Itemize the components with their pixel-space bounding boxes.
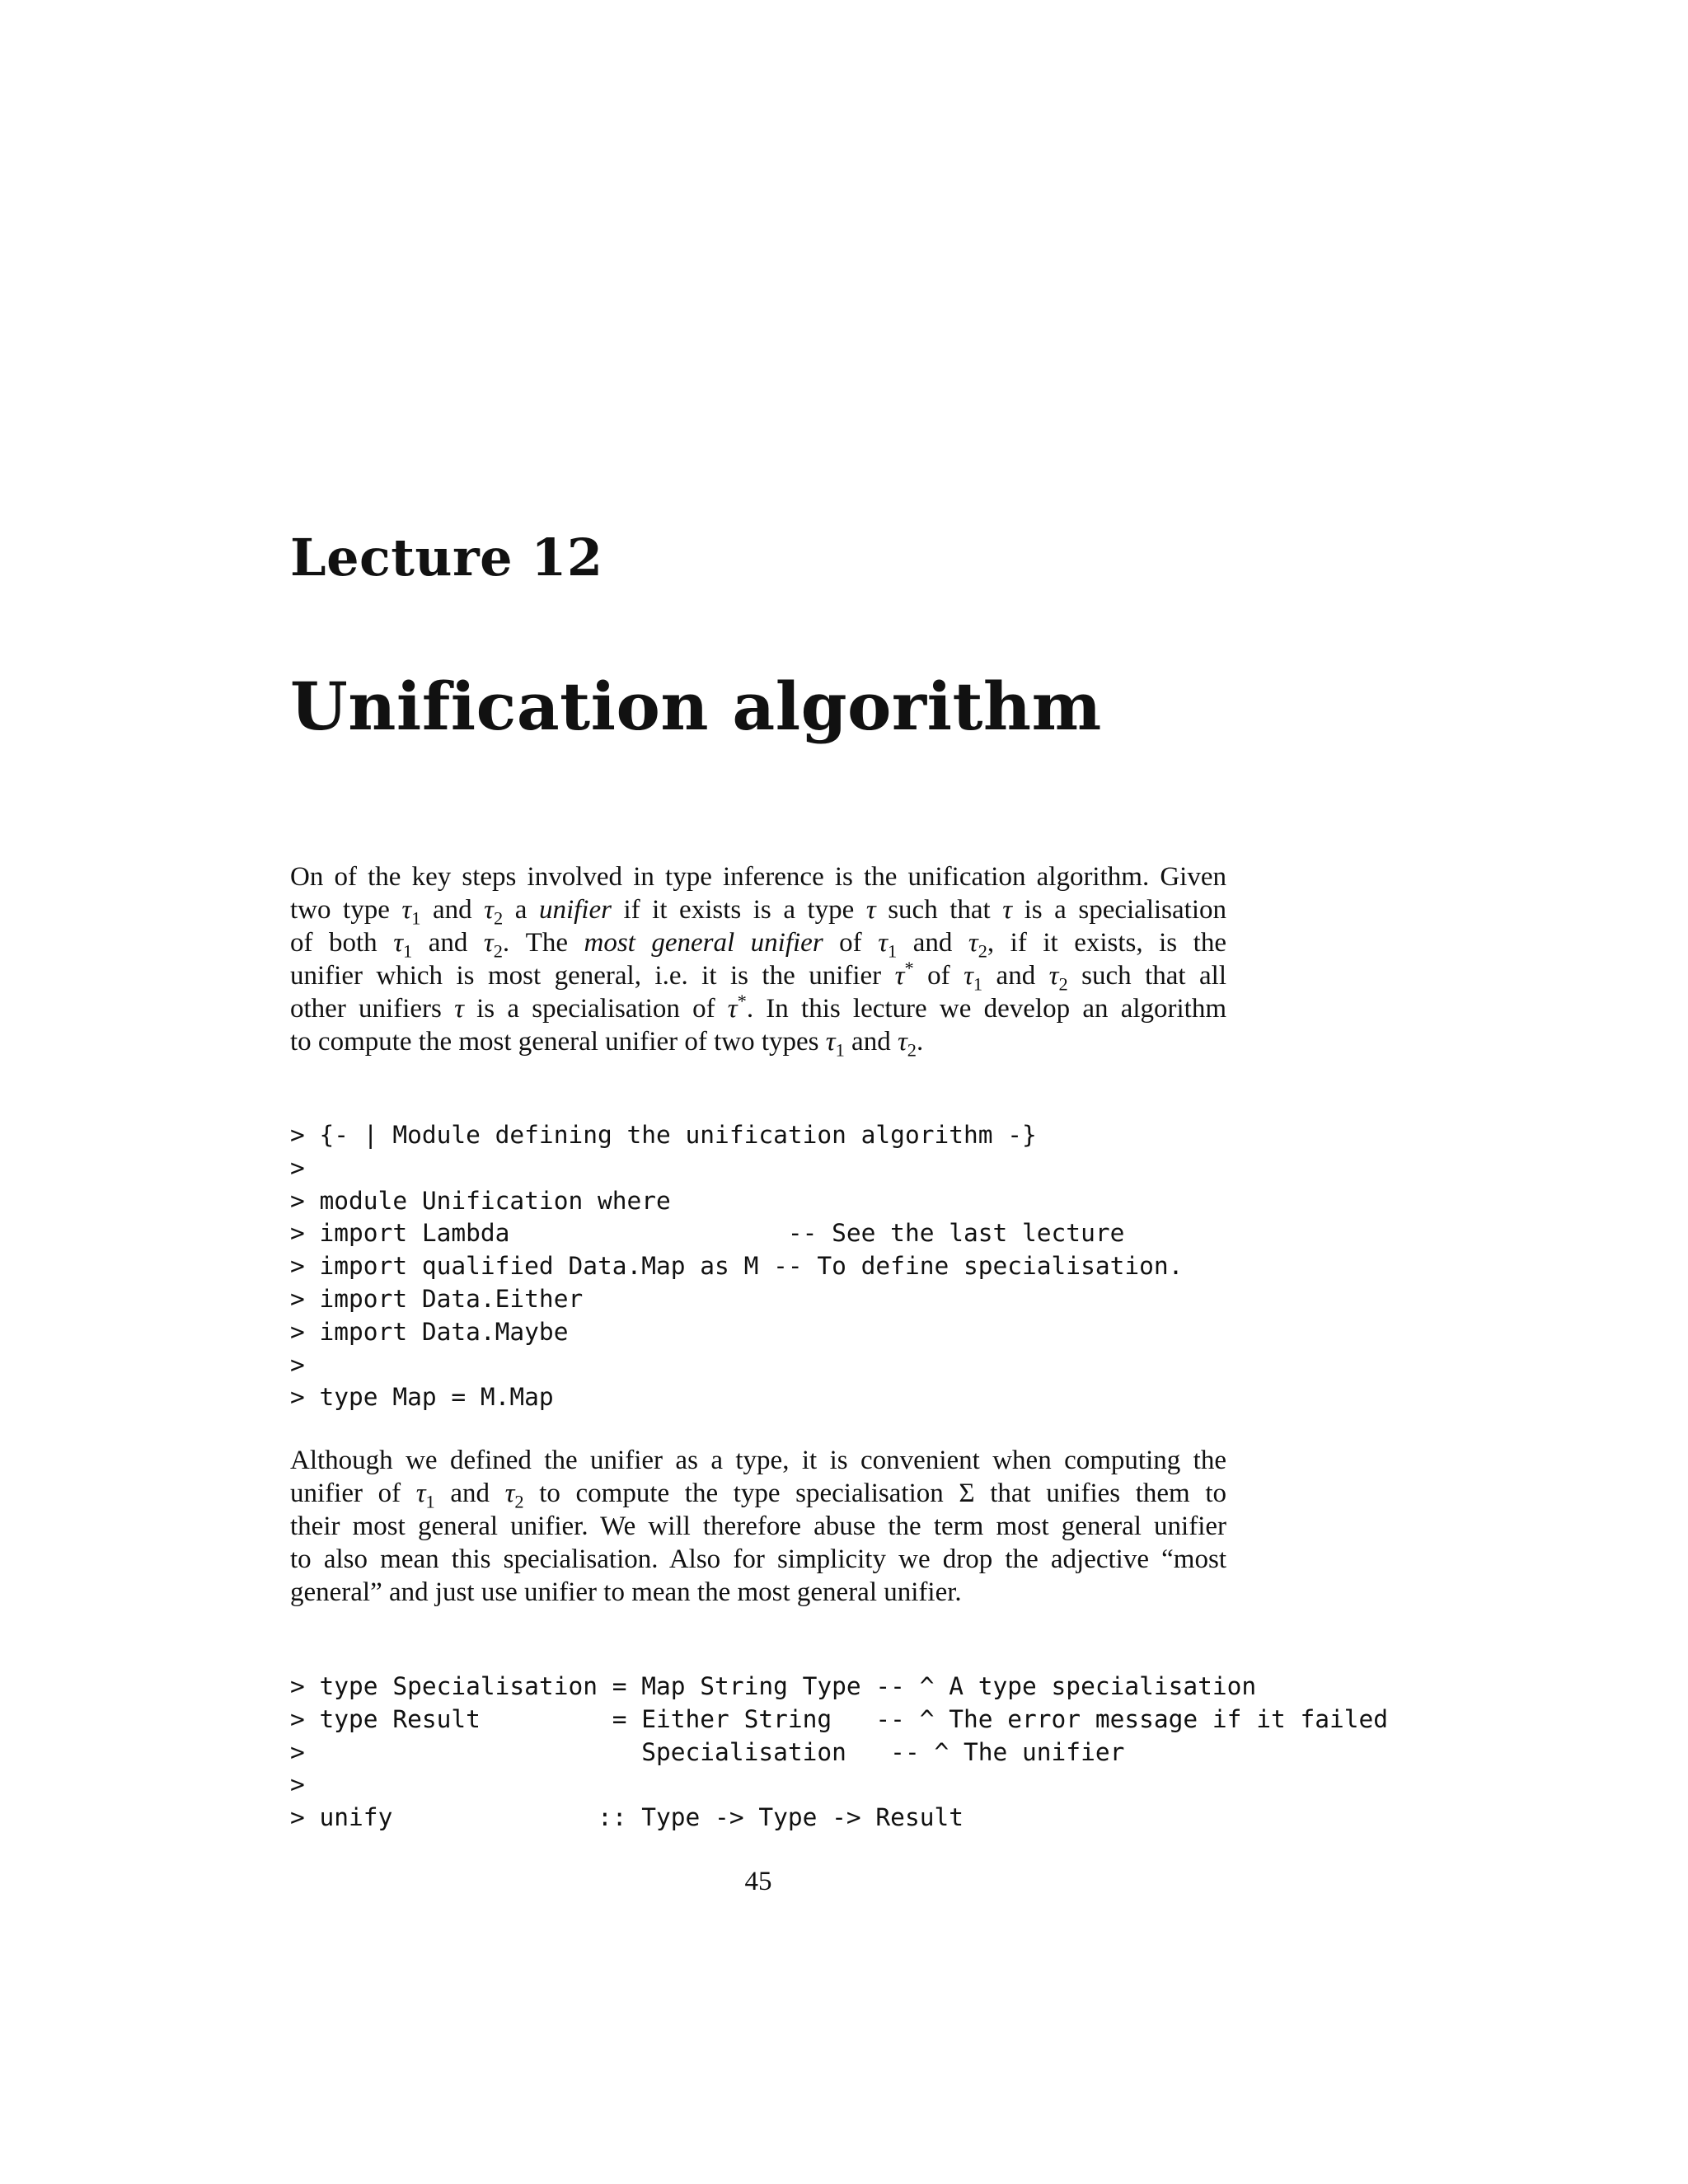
code-line: > module Unification where	[290, 1186, 671, 1215]
second-paragraph: Although we defined the unifier as a type, it is convenient when computing the unifier of $\tau_1$ and $\tau_2$ to compute the type specialisation Σ that unifies them to their most general unifier. We will therefore abuse the term most general unifier to also mean this specialisation. Also for simplicity we drop the adjective “most general” and just use unifier to mean the most general unifier.	[290, 1446, 1226, 1607]
code-line: > unify :: Type -> Type -> Result	[290, 1803, 964, 1832]
chapter-label: Lecture 12	[290, 527, 603, 588]
code-block-type-definitions	[290, 1671, 1388, 1835]
code-line: > import Lambda -- See the last lecture	[290, 1219, 1125, 1248]
code-line: > type Map = M.Map	[290, 1383, 554, 1412]
intro-paragraph: On of the key steps involved in type inference is the unification algorithm. Given two type $\tau_1$ and $\tau_2$ a unifier if it exists is a type τ such that τ is a specialisation of both $\tau_1$ and $\tau_2$. The most general unifier of $\tau_1$ and $\tau_2$, if it exists, is the unifier which is most general, i.e. it is the unifier τ* of $\tau_1$ and $\tau_2$ such that all other unifiers τ is a specialisation of τ*. In this lecture we develop an algorithm to compute the most general unifier of two types $\tau_1$ and $\tau_2$.	[290, 862, 1227, 1061]
code-line: > {- | Module defining the unification algorithm -}	[290, 1121, 1037, 1149]
code-line: > import Data.Either	[290, 1284, 584, 1313]
code-line: >	[290, 1770, 305, 1799]
code-line: >	[290, 1350, 305, 1379]
code-line: > import Data.Maybe	[290, 1317, 569, 1346]
code-line: > type Specialisation = Map String Type -- ^ A type specialisation	[290, 1672, 1257, 1700]
code-line: >	[290, 1153, 305, 1182]
page-number: 45	[744, 1867, 772, 1896]
chapter-title: Unification algorithm	[290, 668, 1102, 745]
code-line: > Specialisation -- ^ The unifier	[290, 1737, 1125, 1766]
code-line: > import qualified Data.Map as M -- To define specialisation.	[290, 1252, 1184, 1281]
code-line: > type Result = Either String -- ^ The error message if it failed	[290, 1704, 1389, 1733]
code-block-module-header	[290, 1119, 1183, 1414]
